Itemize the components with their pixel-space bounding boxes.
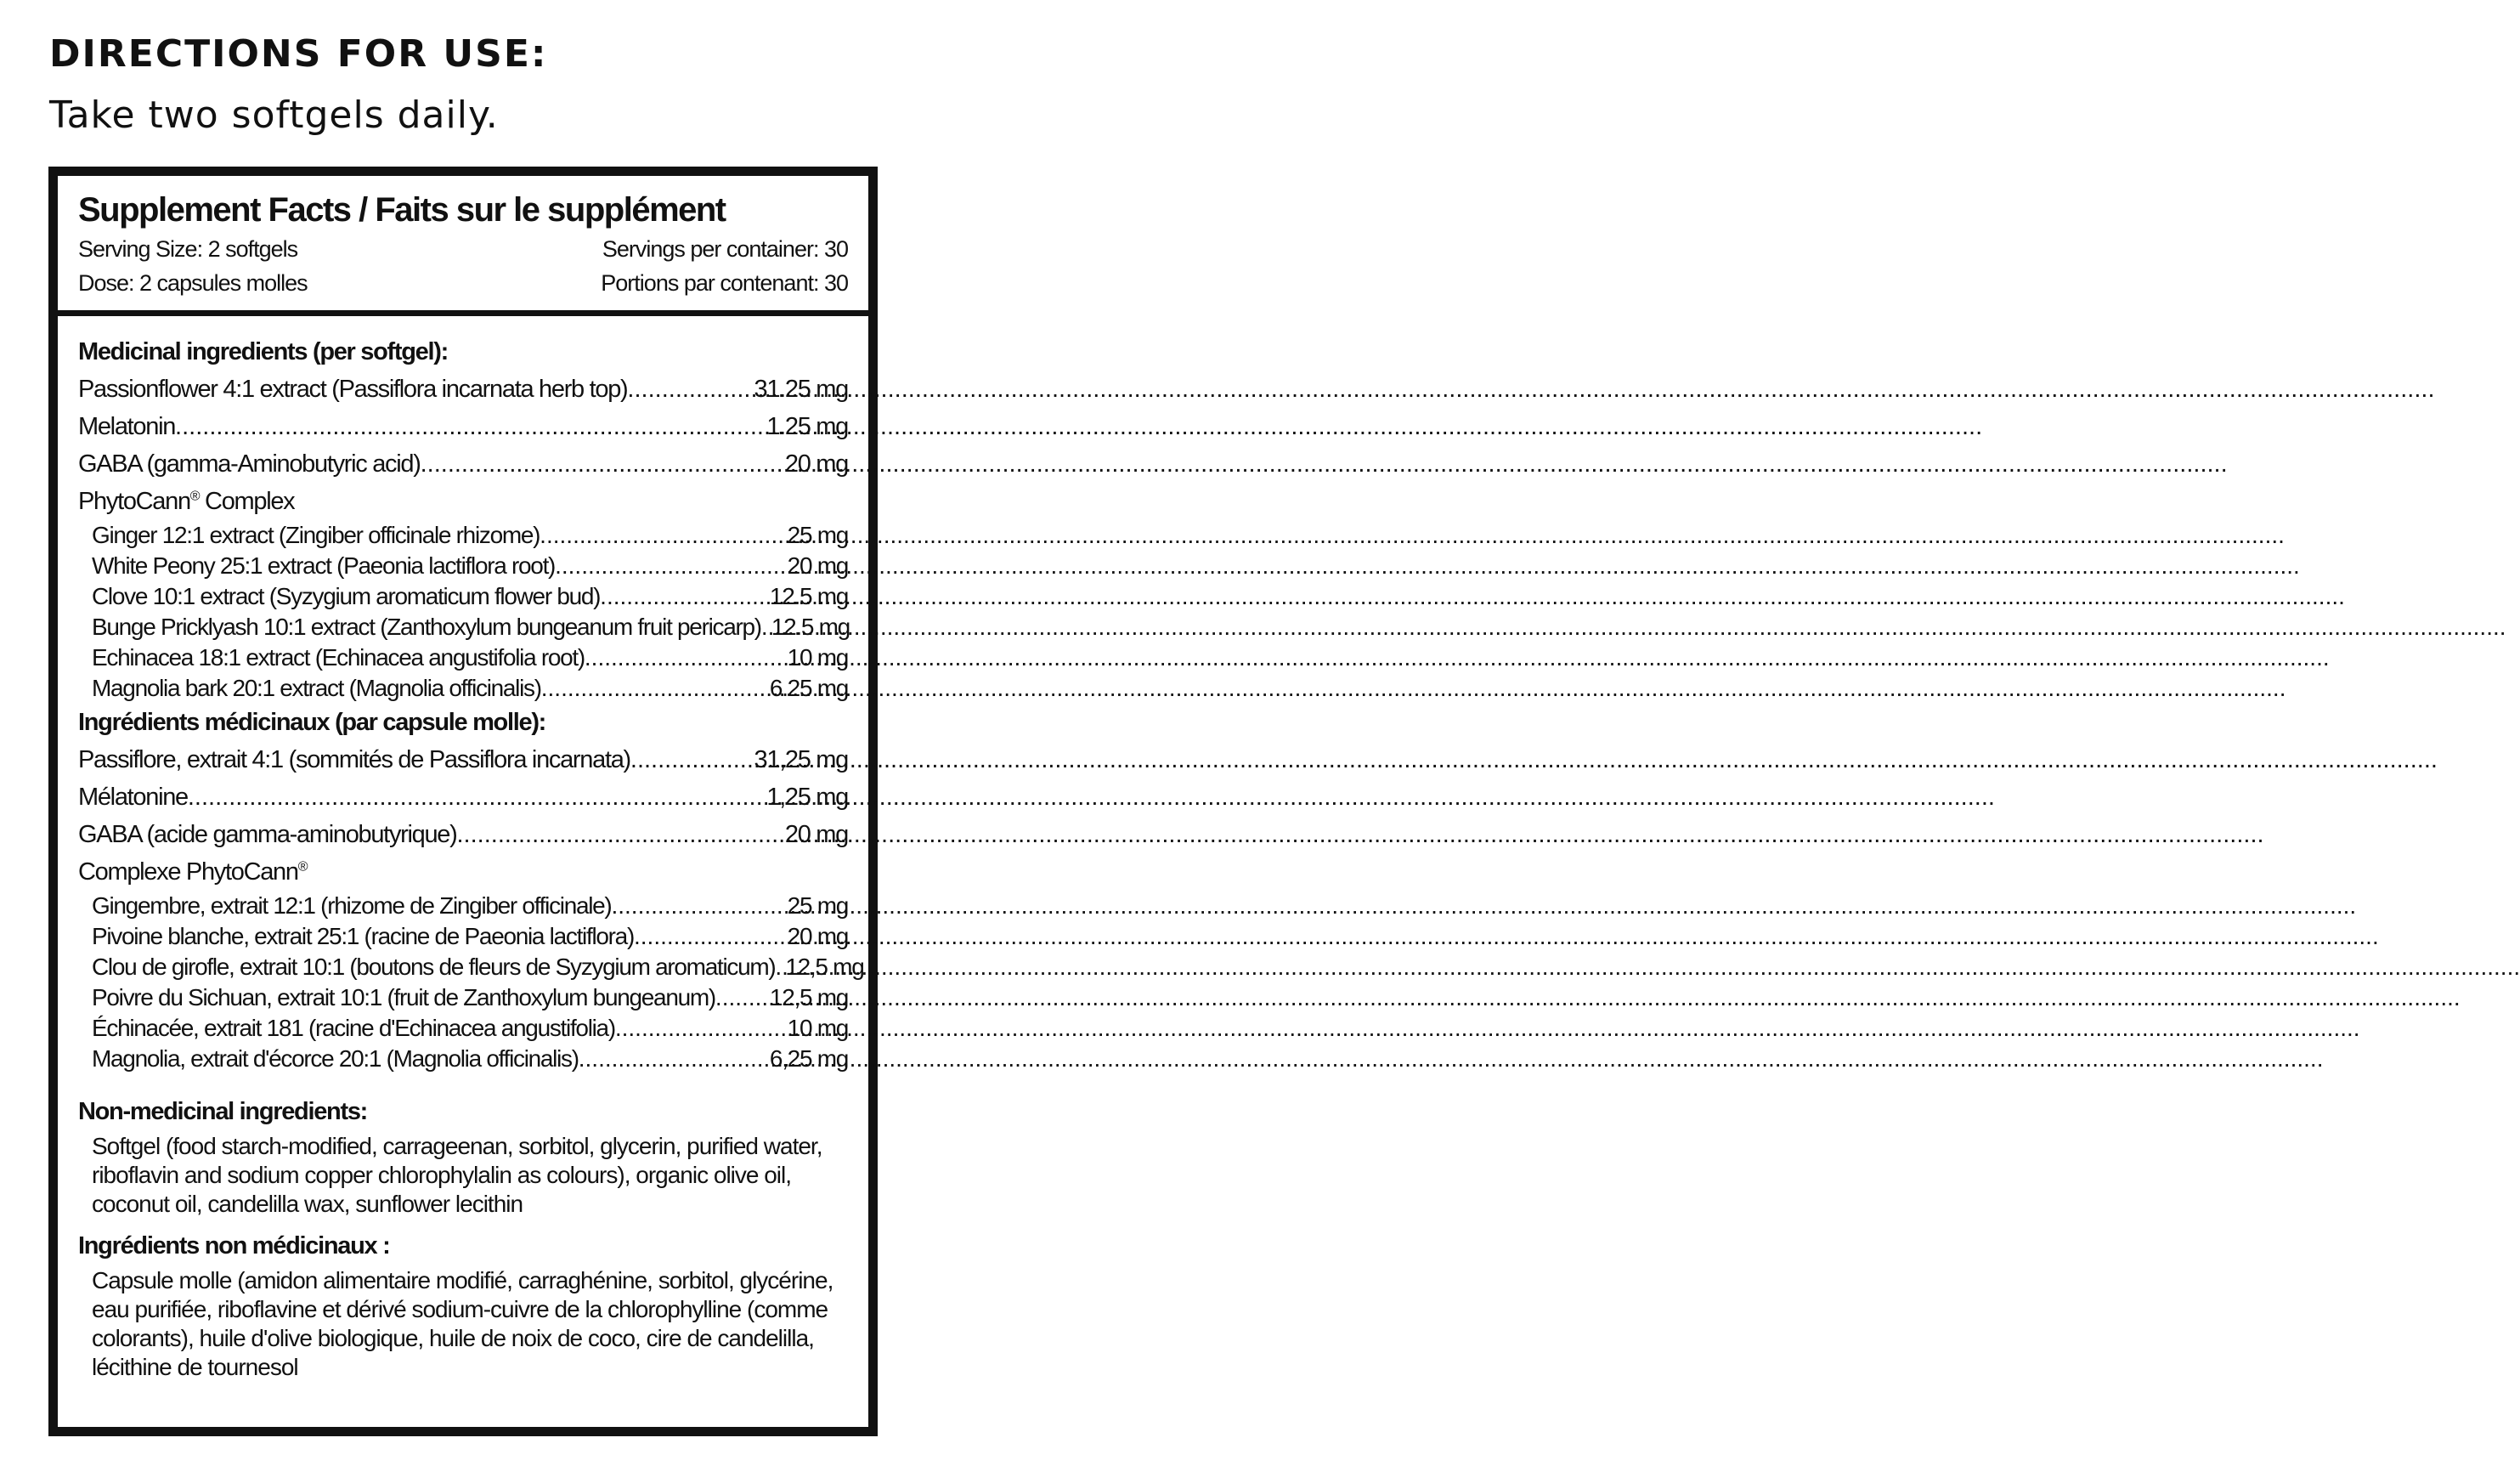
- ingredient-name: Magnolia, extrait d'écorce 20:1 (Magnolia officinalis): [92, 1045, 579, 1072]
- dot-leader: [175, 408, 765, 445]
- non-medicinal-text-en: Softgel (food starch-modified, carrageenan, sorbitol, glycerin, purified water, riboflavin and sodium copper chlorophylalin as colours), organic olive oil, coconut oil, candelilla wax, sunflower lecithin: [92, 1133, 822, 1217]
- ingredient-name: Clove 10:1 extract (Syzygium aromaticum flower bud): [92, 583, 601, 609]
- ingredient-row: [78, 1044, 848, 1074]
- ingredient-name: Pivoine blanche, extrait 25:1 (racine de Paeonia lactiflora): [92, 923, 634, 949]
- directions-text: Take two softgels daily.: [49, 93, 499, 137]
- non-medicinal-heading-en: Non-medicinal ingredients:: [78, 1098, 368, 1125]
- ingredient-name: Ginger 12:1 extract (Zingiber officinale rhizome): [92, 522, 540, 548]
- non-medicinal-heading-fr: Ingrédients non médicinaux :: [78, 1232, 390, 1259]
- complex-brand-fr: Complexe PhytoCann: [78, 858, 298, 886]
- ingredient-amount: 1.25 mg: [766, 413, 848, 440]
- servings-per-container: Servings per container: 30: [602, 236, 848, 262]
- ingredient-name: Échinacée, extrait 181 (racine d'Echinacea angustifolia): [92, 1015, 615, 1041]
- ingredient-row: [78, 581, 848, 612]
- ingredient-row: [78, 371, 848, 408]
- ingredient-row: [78, 982, 848, 1013]
- ingredient-row: [78, 778, 848, 816]
- serving-row-fr: [78, 266, 848, 300]
- dot-leader: [188, 778, 765, 816]
- ingredient-amount: 25 mg: [787, 522, 848, 548]
- ingredient-amount: 25 mg: [787, 892, 848, 919]
- dot-leader: [715, 982, 768, 1013]
- ingredient-name: Poivre du Sichuan, extrait 10:1 (fruit de Zanthoxylum bungeanum): [92, 984, 715, 1010]
- ingredient-amount: 6,25 mg: [769, 1045, 848, 1072]
- registered-mark: ®: [189, 489, 200, 504]
- ingredient-amount: 20 mg: [787, 552, 848, 579]
- ingredient-row: [78, 612, 848, 642]
- ingredient-row: [78, 741, 848, 778]
- complex-brand: PhytoCann: [78, 488, 190, 515]
- dot-leader: [775, 952, 783, 982]
- ingredient-name: Echinacea 18:1 extract (Echinacea angustifolia root): [92, 644, 585, 671]
- medicinal-list-fr: [78, 741, 848, 853]
- ingredient-name: Melatonin: [78, 413, 176, 440]
- dot-leader: [630, 741, 753, 778]
- ingredient-name: GABA (gamma-Aminobutyric acid): [78, 450, 421, 478]
- ingredient-amount: 12.5 mg: [769, 583, 848, 609]
- facts-body: [58, 316, 868, 1382]
- dot-leader: [761, 612, 770, 642]
- ingredient-row: [78, 551, 848, 581]
- ingredient-amount: 12,5 mg: [785, 954, 864, 980]
- ingredient-row: [78, 520, 848, 551]
- dot-leader: [541, 673, 768, 704]
- ingredient-row: [78, 816, 848, 853]
- dot-leader: [555, 551, 786, 581]
- ingredient-name: Magnolia bark 20:1 extract (Magnolia officinalis): [92, 675, 541, 701]
- ingredient-name: Passionflower 4:1 extract (Passiflora incarnata herb top): [78, 376, 628, 403]
- complex-name-fr: [78, 853, 848, 891]
- ingredient-row: [78, 952, 864, 982]
- ingredient-amount: 10 mg: [787, 644, 848, 671]
- ingredient-amount: 6.25 mg: [769, 675, 848, 701]
- ingredient-row: [78, 408, 848, 445]
- ingredient-name: GABA (acide gamma-aminobutyrique): [78, 821, 457, 848]
- facts-title: Supplement Facts / Faits sur le supplément: [78, 191, 726, 229]
- ingredient-row: [78, 921, 848, 952]
- complex-suffix: Complex: [199, 488, 295, 515]
- registered-mark-fr: ®: [297, 859, 308, 875]
- ingredient-amount: 31,25 mg: [754, 746, 848, 773]
- dot-leader: [421, 445, 783, 483]
- complex-list-en: [78, 520, 848, 704]
- serving-row-en: [78, 232, 848, 266]
- dot-leader: [611, 891, 785, 921]
- ingredient-amount: 12.5 mg: [771, 614, 850, 640]
- supplement-facts-panel: [48, 167, 878, 1436]
- serving-size: Serving Size: 2 softgels: [78, 236, 298, 262]
- directions-title: DIRECTIONS FOR USE:: [49, 32, 548, 76]
- ingredient-row: [78, 642, 848, 673]
- ingredient-name: Bunge Pricklyash 10:1 extract (Zanthoxylum bungeanum fruit pericarp): [92, 614, 761, 640]
- dose: Dose: 2 capsules molles: [78, 270, 308, 296]
- dot-leader: [579, 1044, 768, 1074]
- ingredient-amount: 20 mg: [787, 923, 848, 949]
- dot-leader: [456, 816, 783, 853]
- dot-leader: [634, 921, 786, 952]
- ingredient-amount: 10 mg: [787, 1015, 848, 1041]
- ingredient-name: Gingembre, extrait 12:1 (rhizome de Zingiber officinale): [92, 892, 612, 919]
- dot-leader: [540, 520, 786, 551]
- medicinal-heading-en: Medicinal ingredients (per softgel):: [78, 338, 448, 365]
- dot-leader: [600, 581, 768, 612]
- dot-leader: [627, 371, 752, 408]
- dot-leader: [615, 1013, 786, 1044]
- medicinal-list-en: [78, 371, 848, 483]
- portions-per-container: Portions par contenant: 30: [601, 270, 848, 296]
- ingredient-row: [78, 445, 848, 483]
- ingredient-row: [78, 673, 848, 704]
- ingredient-name: Passiflore, extrait 4:1 (sommités de Passiflora incarnata): [78, 746, 630, 773]
- ingredient-amount: 20 mg: [784, 821, 848, 848]
- complex-name-en: [78, 483, 848, 520]
- ingredient-amount: 20 mg: [784, 450, 848, 478]
- ingredient-amount: 1,25 mg: [766, 784, 848, 811]
- ingredient-row: [78, 891, 848, 921]
- non-medicinal-text-fr: Capsule molle (amidon alimentaire modifié, carraghénine, sorbitol, glycérine, eau purifiée, riboflavine et dérivé sodium-cuivre de la chlorophylline (comme colorants), huile d'olive biologique, huile de noix de coco, cire de candelilla, lécithine de tournesol: [92, 1267, 833, 1380]
- ingredient-name: Mélatonine: [78, 784, 188, 811]
- complex-list-fr: [78, 891, 864, 1074]
- ingredient-name: Clou de girofle, extrait 10:1 (boutons de fleurs de Syzygium aromaticum): [92, 954, 776, 980]
- ingredient-amount: 31.25 mg: [754, 376, 848, 403]
- ingredient-name: White Peony 25:1 extract (Paeonia lactiflora root): [92, 552, 556, 579]
- ingredient-amount: 12,5 mg: [769, 984, 848, 1010]
- ingredient-row: [78, 1013, 848, 1044]
- dot-leader: [585, 642, 786, 673]
- medicinal-heading-fr: Ingrédients médicinaux (par capsule molle):: [78, 709, 546, 736]
- facts-header: [58, 176, 868, 316]
